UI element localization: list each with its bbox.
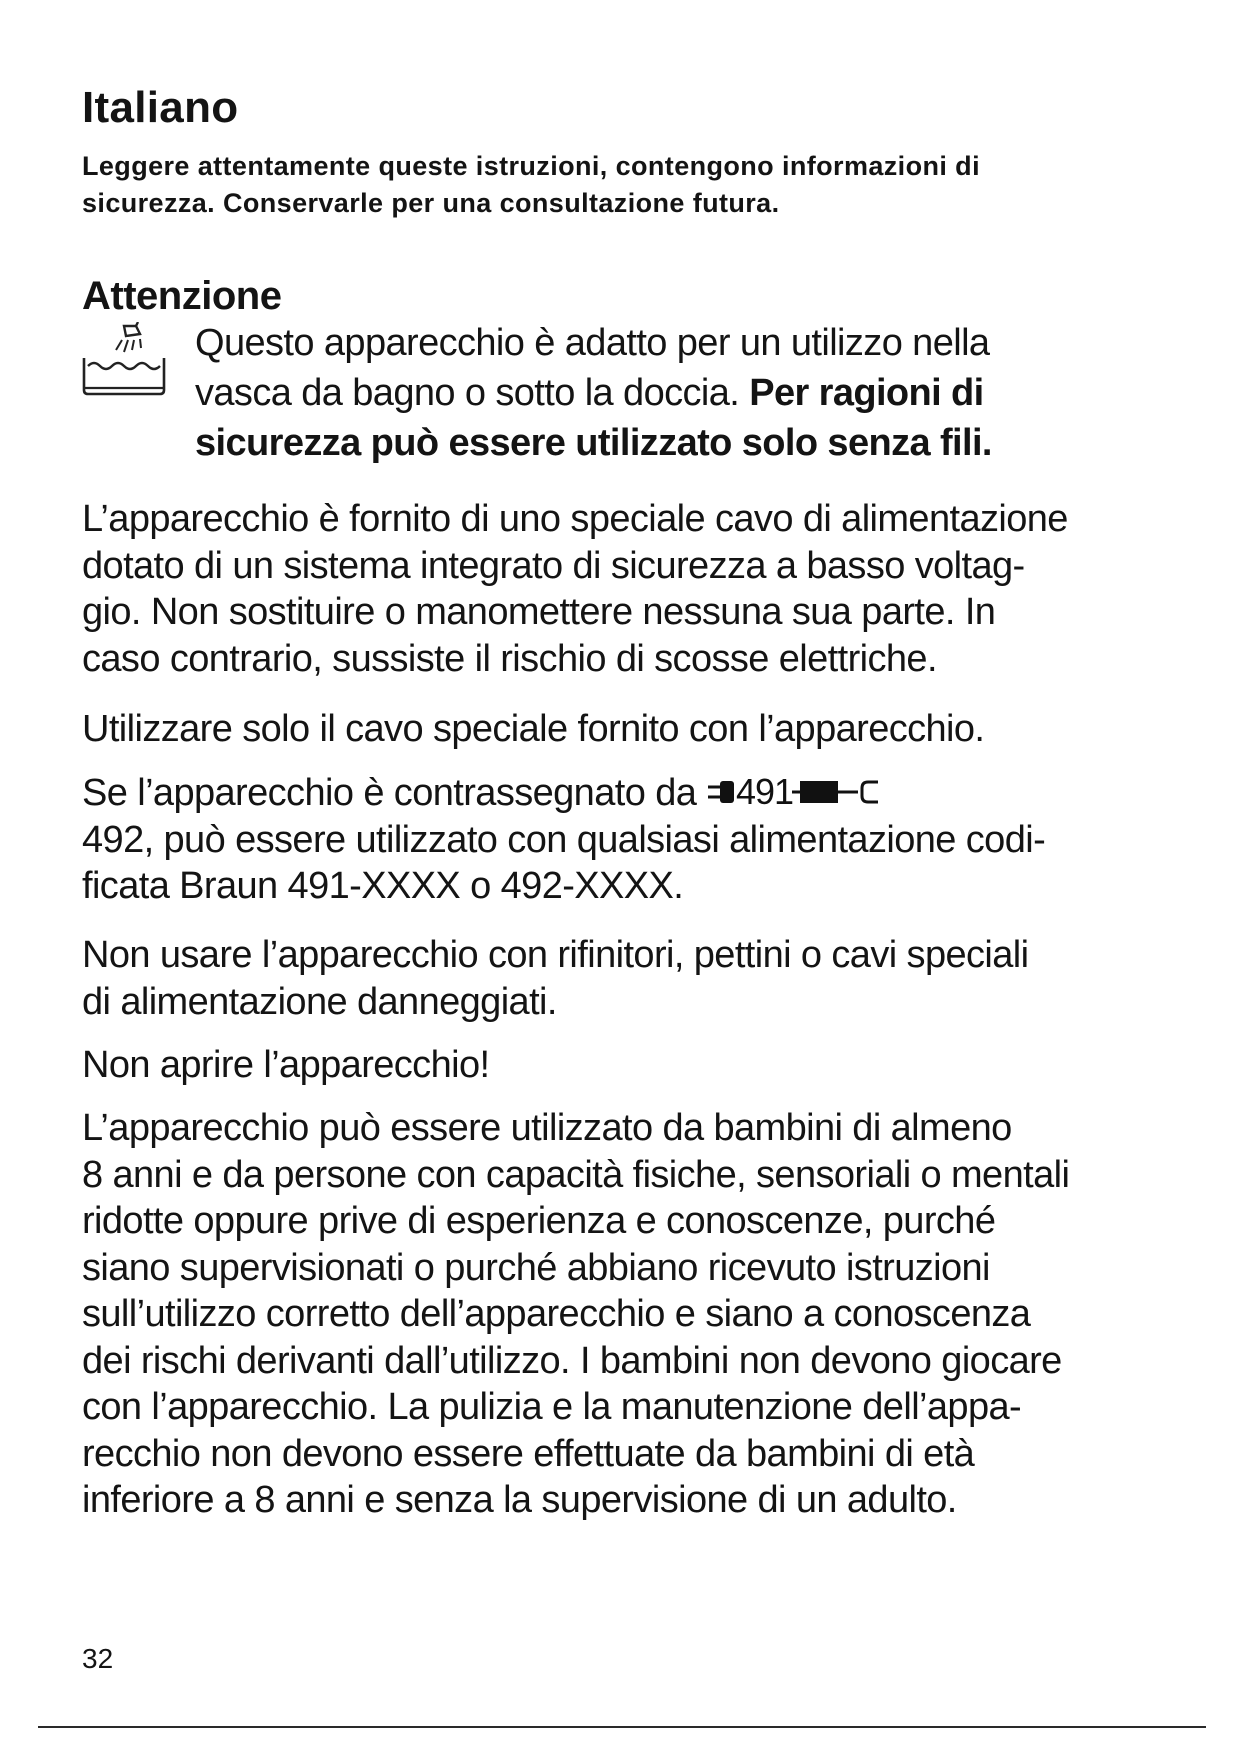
- marking-intro: Se l’apparecchio è contrassegnato da: [82, 772, 697, 814]
- intro-line: sicurezza. Conservarle per una consultazione futura.: [82, 188, 780, 218]
- marking-number: 491: [736, 775, 794, 809]
- text-line: L’apparecchio è fornito di uno speciale cavo di alimentazione: [82, 498, 1068, 540]
- text-line: ridotte oppure prive di esperienza e conoscenze, purché: [82, 1200, 996, 1242]
- text-line: caso contrario, sussiste il rischio di scosse elettriche.: [82, 637, 937, 680]
- text-line: L’apparecchio può essere utilizzato da bambini di almeno: [82, 1107, 1012, 1149]
- warning-line-plain: vasca da bagno o sotto la doccia.: [195, 372, 750, 414]
- bath-warning-text: [195, 318, 992, 468]
- text-line: ficata Braun 491-XXXX o 492-XXXX.: [82, 865, 684, 907]
- text-line: dotato di un sistema integrato di sicurezza a basso voltag-: [82, 544, 1025, 587]
- text-line: con l’apparecchio. La pulizia e la manutenzione dell’appa-: [82, 1386, 1022, 1428]
- text-line: recchio non devono essere effettuate da bambini di età: [82, 1432, 975, 1475]
- text-line: Non aprire l’apparecchio!: [82, 1044, 490, 1086]
- paragraph-marking: [82, 770, 1182, 910]
- warning-line: [195, 368, 992, 418]
- text-line: di alimentazione danneggiati.: [82, 980, 557, 1023]
- warning-line-bold: sicurezza può essere utilizzato solo senza fili.: [195, 422, 992, 464]
- paragraph-power-cord: [82, 496, 1182, 682]
- text-line: gio. Non sostituire o manomettere nessuna sua parte. In: [82, 591, 996, 633]
- warning-line: [195, 418, 992, 468]
- text-line: Utilizzare solo il cavo speciale fornito con l’apparecchio.: [82, 708, 985, 750]
- text-line: Non usare l’apparecchio con rifinitori, pettini o cavi speciali: [82, 934, 1029, 976]
- text-line: 8 anni e da persone con capacità fisiche, sensoriali o mentali: [82, 1153, 1070, 1196]
- paragraph-do-not-open: [82, 1042, 1182, 1089]
- intro-line: Leggere attentamente queste istruzioni, contengono informazioni di: [82, 151, 980, 181]
- footer-divider: [38, 1726, 1206, 1728]
- intro-notice: [82, 148, 1162, 222]
- text-line: sull’utilizzo corretto dell’apparecchio e siano a conoscenza: [82, 1293, 1031, 1335]
- text-line: inferiore a 8 anni e senza la supervisione di un adulto.: [82, 1479, 957, 1521]
- bath-shower-icon: [80, 322, 170, 398]
- paragraph-damaged-parts: [82, 932, 1182, 1025]
- warning-heading: Attenzione: [82, 274, 282, 318]
- text-line: dei rischi derivanti dall’utilizzo. I bambini non devono giocare: [82, 1339, 1062, 1382]
- text-line: siano supervisionati o purché abbiano ricevuto istruzioni: [82, 1246, 990, 1289]
- paragraph-children-use: [82, 1105, 1182, 1524]
- text-line: 492, può essere utilizzato con qualsiasi alimentazione codi-: [82, 818, 1046, 861]
- power-cord-plug-icon: [702, 775, 892, 809]
- warning-line: Questo apparecchio è adatto per un utilizzo nella: [195, 322, 990, 364]
- text-line: [82, 770, 1182, 817]
- warning-line-bold: Per ragioni di: [749, 372, 984, 414]
- page-number: 32: [82, 1643, 114, 1674]
- paragraph-special-cable: [82, 706, 1182, 753]
- language-heading: Italiano: [82, 83, 239, 132]
